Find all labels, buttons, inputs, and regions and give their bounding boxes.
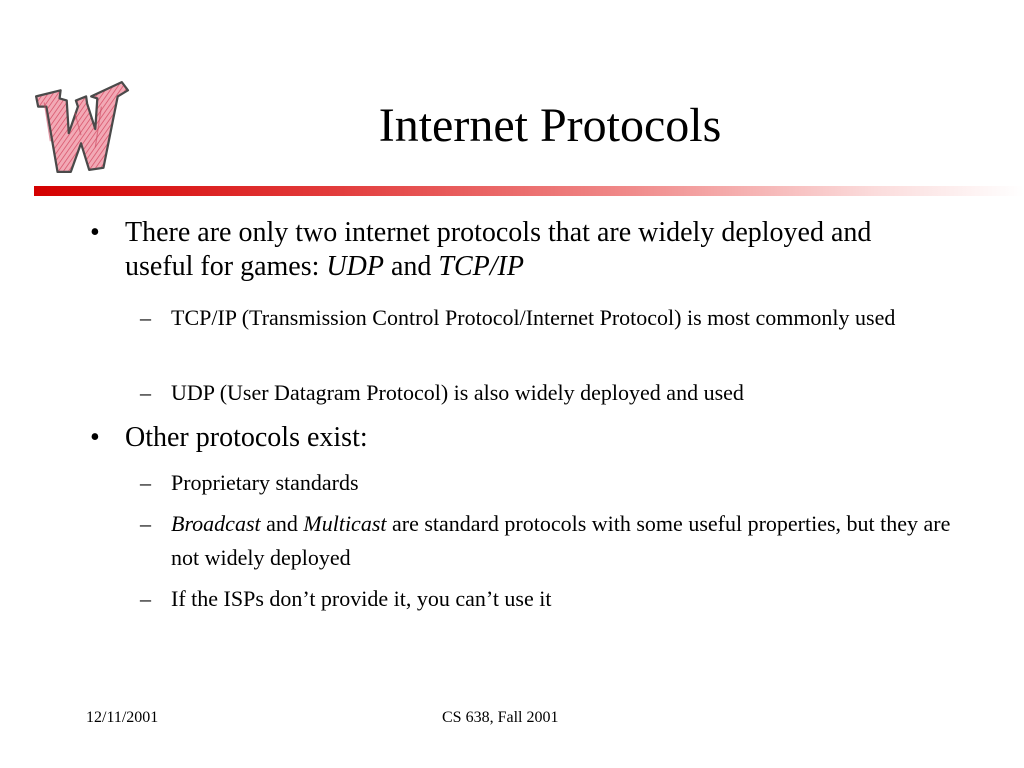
bullet-text: There are only two internet protocols that are widely deployed and useful for games: <box>125 217 872 282</box>
bullet-icon: • <box>90 422 100 453</box>
slide-title: Internet Protocols <box>378 99 722 152</box>
sub-bullet-text: Proprietary standards <box>171 470 359 495</box>
dash-icon: – <box>140 380 151 405</box>
sub-bullet-item <box>140 582 951 616</box>
footer-date: 12/11/2001 <box>86 709 159 726</box>
sub-bullet-text: and <box>260 511 304 536</box>
sub-bullet-emphasis: Broadcast <box>171 511 261 536</box>
sub-bullet-emphasis: Multicast <box>303 511 387 536</box>
sub-bullet-item <box>140 376 951 410</box>
sub-bullet-text: UDP (User Datagram Protocol) is also widely deployed and used <box>171 380 744 405</box>
sub-bullet-text: If the ISPs don’t provide it, you can’t use it <box>171 586 552 611</box>
dash-icon: – <box>140 586 151 611</box>
bullet-item <box>90 216 885 284</box>
dash-icon: – <box>140 470 151 495</box>
dash-icon: – <box>140 305 151 330</box>
sub-bullet-item <box>140 466 951 500</box>
bullet-icon: • <box>90 217 100 248</box>
sub-bullet-item <box>140 301 951 335</box>
bullet-text: and <box>383 251 439 282</box>
bullet-emphasis: UDP <box>326 251 384 282</box>
dash-icon: – <box>140 511 151 536</box>
bullet-item <box>90 421 885 455</box>
footer-course: CS 638, Fall 2001 <box>442 709 559 726</box>
sub-bullet-item <box>140 507 951 575</box>
bullet-emphasis: TCP/IP <box>438 251 524 282</box>
sub-bullet-text: are standard protocols with some useful properties, but they are not widely deployed <box>171 511 951 570</box>
sub-bullet-text: TCP/IP (Transmission Control Protocol/Internet Protocol) is most commonly used <box>171 305 896 330</box>
title-divider <box>34 186 1024 196</box>
bullet-text: Other protocols exist: <box>125 422 368 453</box>
